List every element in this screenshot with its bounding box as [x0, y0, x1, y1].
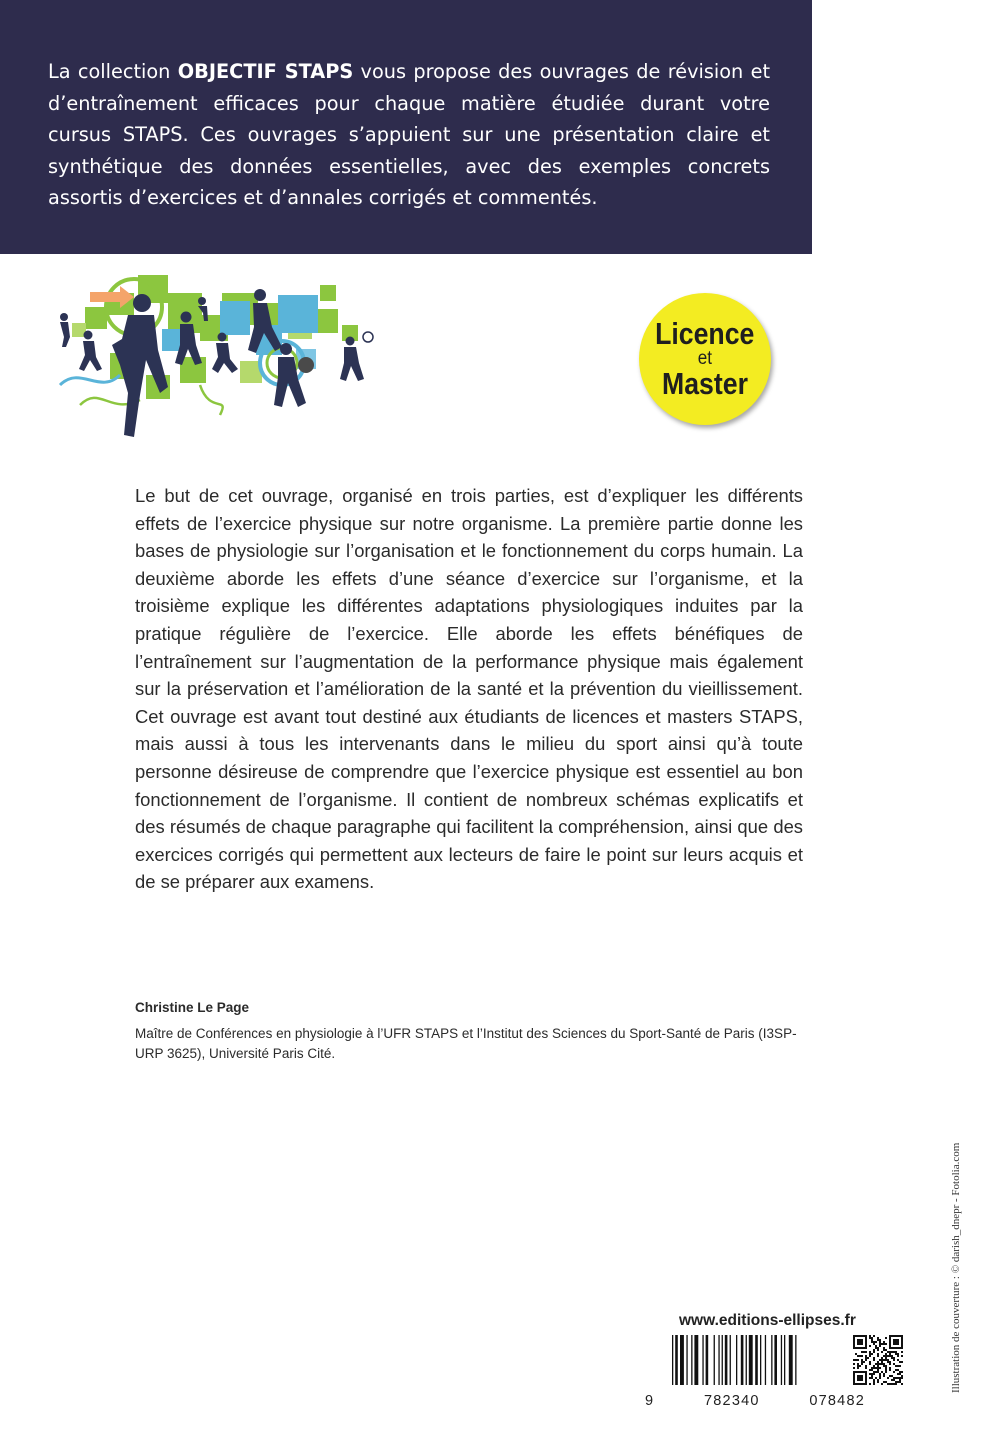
- collection-name: OBJECTIF STAPS: [177, 60, 354, 83]
- intro-rest: vous propose des ouvrages de révision et d’entraînement efficaces pour chaque matière étudiée durant votre cursus STAPS. Ces ouvrages s’appuient sur une présentation claire et synthétique des données essentielles, avec des exemples concrets assortis d’exercices et d’annales corrigés et commentés.: [48, 60, 771, 209]
- badge-line-licence: Licence: [655, 316, 755, 351]
- intro-band: [0, 0, 812, 254]
- publisher-website: www.editions-ellipses.fr: [679, 1312, 856, 1329]
- book-summary: Le but de cet ouvrage, organisé en trois parties, est d’expliquer les différents effets de l’exercice physique sur notre organisme. La première partie donne les bases de physiologie sur l’organisation et le fonctionnement du corps humain. La deuxième aborde les effets d’une séance d’exercice sur l’organisme, et la troisième explique les différentes adaptations physiologiques induites par la pratique régulière de l’exercice. Elle aborde les effets bénéfiques de l’entraînement sur l’augmentation de la performance physique mais également sur la préservation et l’amélioration de la santé et la prévention du vieillissement. Cet ouvrage est avant tout destiné aux étudiants de licences et masters STAPS, mais aussi à tous les intervenants dans le milieu du sport ainsi qu’à toute personne désireuse de comprendre que l’exercice physique est essentiel au bon fonctionnement de l’organisme. Il contient de nombreux schémas explicatifs et des résumés de chaque paragraphe qui facilitent la compréhension, ainsi que des exercices corrigés qui permettent aux lecteurs de faire le point sur leurs acquis et de se préparer aux examens.: [135, 485, 803, 893]
- cover-credit: Illustration de couverture : © darish_dnepr - Fotolia.com: [950, 1142, 962, 1393]
- badge-line-master: Master: [662, 366, 748, 401]
- author-bio: Maître de Conférences en physiologie à l’UFR STAPS et l’Institut des Sciences du Sport-Santé de Paris (I3SP-URP 3625), Université Paris Cité.: [135, 1026, 797, 1061]
- isbn-first-digit: 9: [645, 1393, 655, 1409]
- sports-illustration: [50, 265, 380, 443]
- badge-line-et: et: [697, 348, 713, 369]
- intro-lead: La collection: [48, 60, 178, 83]
- author-name: Christine Le Page: [135, 1000, 250, 1015]
- isbn-barcode: [670, 1335, 846, 1385]
- isbn-group-2: 078482: [809, 1393, 865, 1409]
- qr-code: [853, 1335, 903, 1385]
- level-badge: [639, 293, 771, 425]
- collection-intro: [48, 56, 770, 214]
- isbn-group-1: 782340: [704, 1393, 760, 1409]
- isbn-number: [645, 1393, 865, 1409]
